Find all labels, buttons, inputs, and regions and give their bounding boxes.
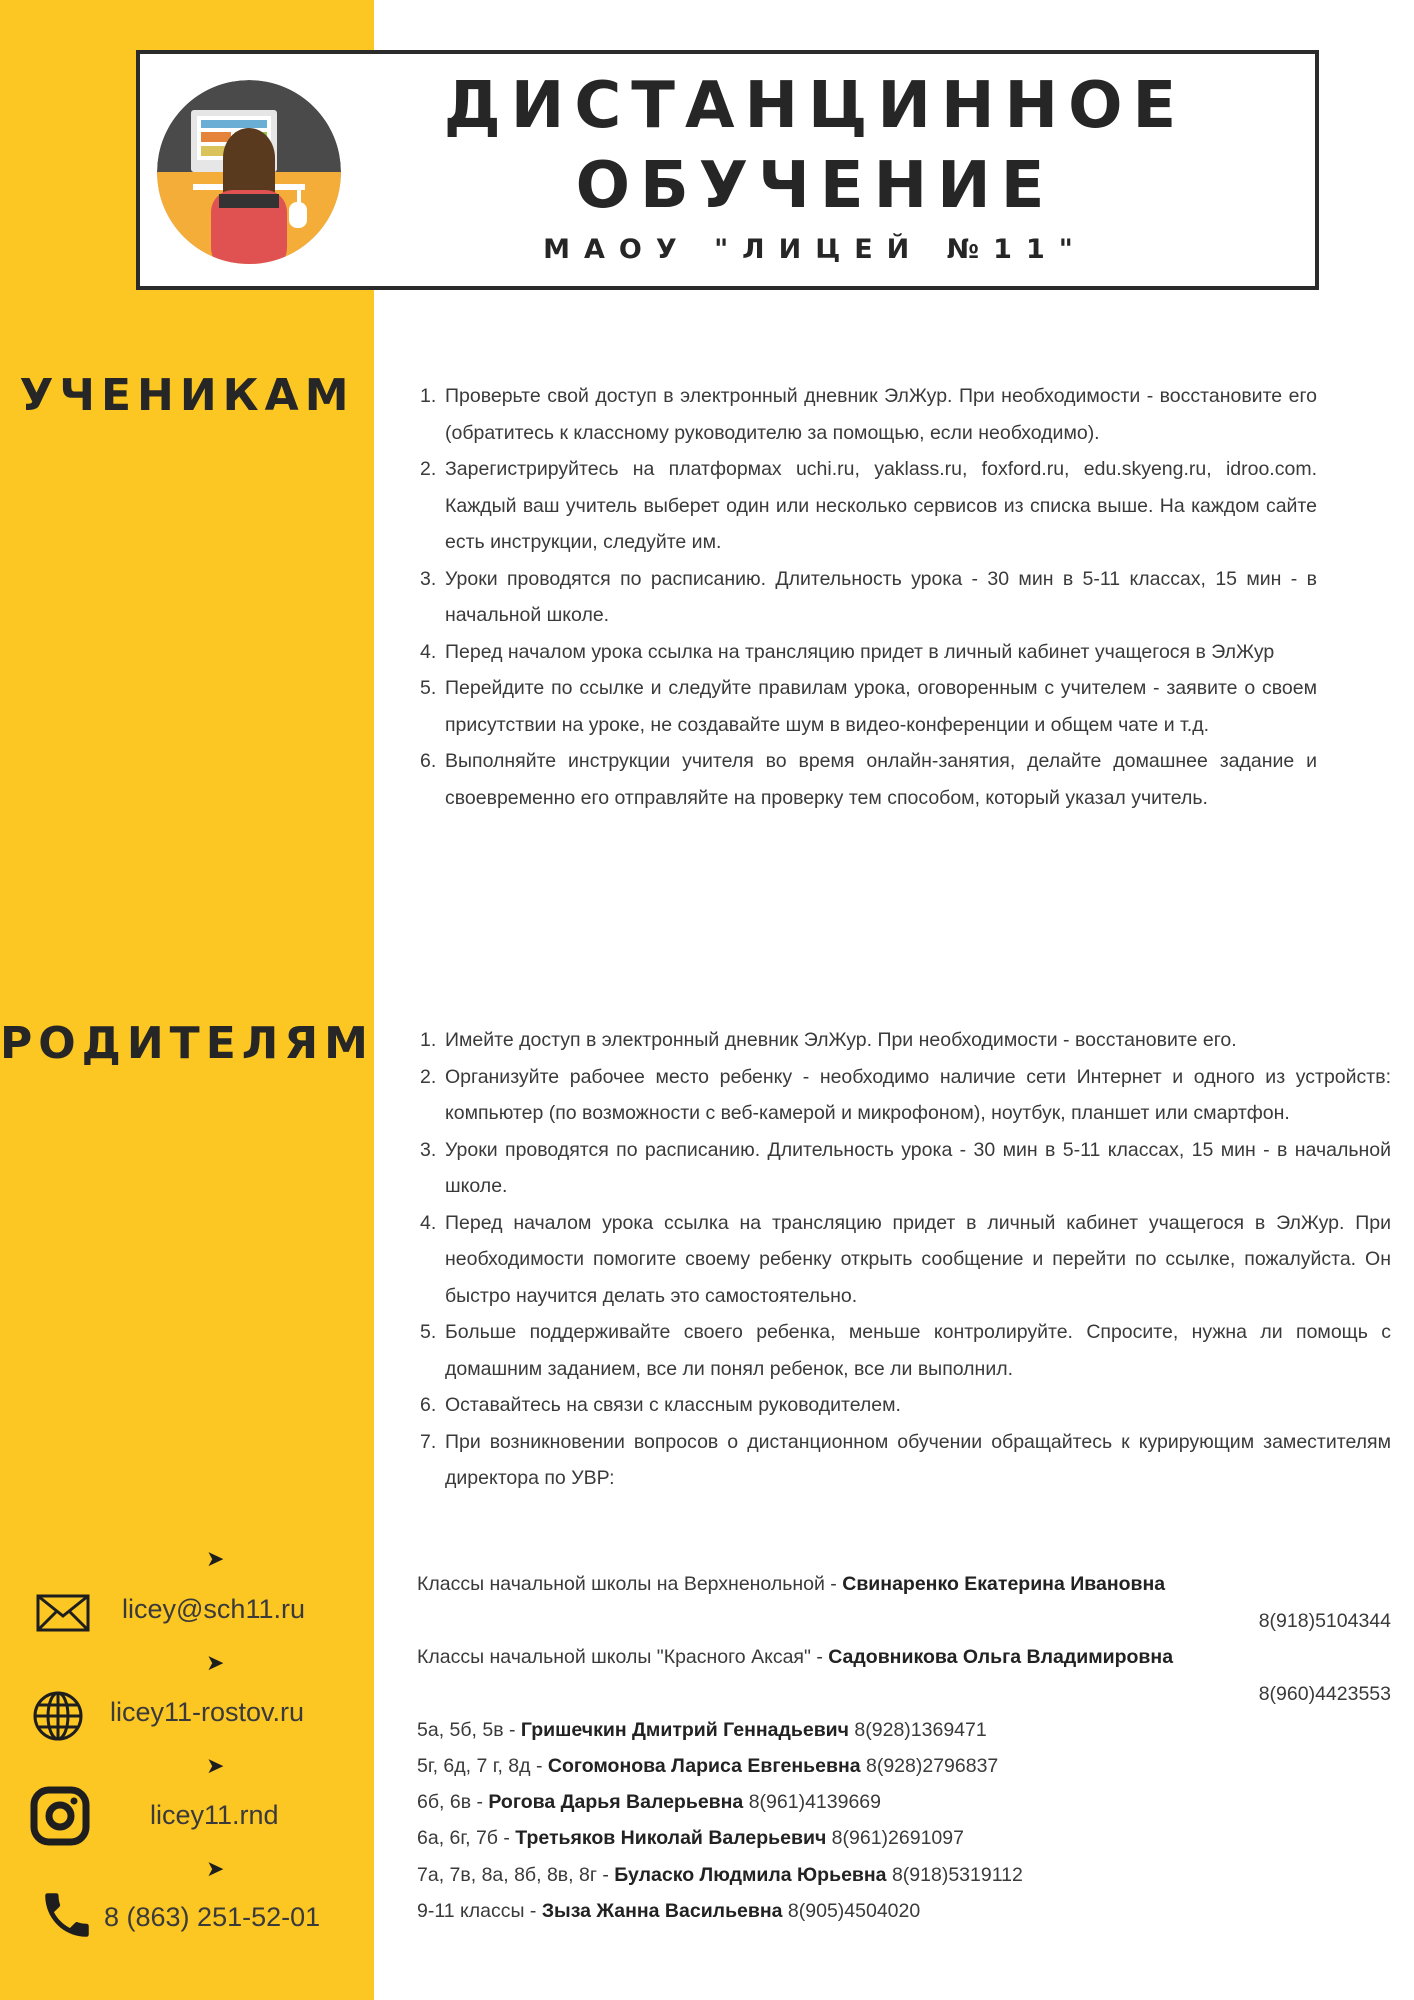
class-contact — [417, 1784, 1391, 1821]
parents-heading: РОДИТЕЛЯМ — [0, 1018, 374, 1069]
list-item — [420, 1314, 1391, 1387]
item-text: Проверьте свой доступ в электронный дневник ЭлЖур. При необходимости - восстановите его (обратитесь к классному руководителю за помощью, если необходимо). — [445, 385, 1317, 444]
primary-contact-2 — [417, 1639, 1391, 1676]
contact-classes: 6б, 6в - — [417, 1791, 489, 1813]
item-number: 4. — [420, 640, 437, 663]
item-text: Выполняйте инструкции учителя во время онлайн-занятия, делайте домашнее задание и своевременно его отправляйте на проверку тем способом, который указал учитель. — [445, 750, 1317, 809]
item-number: 6. — [420, 750, 437, 772]
arrow-icon: ➤ — [206, 1856, 225, 1881]
phone-number[interactable]: 8 (863) 251-52-01 — [104, 1902, 321, 1932]
contact-classes: 6а, 6г, 7б - — [417, 1827, 516, 1849]
title-line-1: ДИСТАНЦИННОЕ — [443, 69, 1187, 143]
students-instructions — [420, 378, 1317, 816]
item-number: 5. — [420, 677, 437, 699]
contact-name: Свинаренко Екатерина Ивановна — [842, 1573, 1166, 1595]
item-text: Перед началом урока ссылка на трансляцию придет в личный кабинет учащегося в ЭлЖур. При необходимости помогите своему ребенку открыть сообщение и перейти по ссылке, пожалуйста. Он быстро научится делать это самостоятельно. — [445, 1211, 1391, 1307]
primary-contact-1 — [417, 1566, 1391, 1603]
item-text: Уроки проводятся по расписанию. Длительность урока - 30 мин в 5-11 классах, 15 мин - в начальной школе. — [445, 567, 1317, 626]
contact-label: Классы начальной школы "Красного Аксая" - — [417, 1646, 829, 1668]
arrow-icon: ➤ — [206, 1546, 225, 1571]
contact-classes: 7а, 7в, 8а, 8б, 8в, 8г - — [417, 1864, 615, 1886]
item-text: Организуйте рабочее место ребенку - необходимо наличие сети Интернет и одного из устройств: компьютер (по возможности с веб-камерой и микрофоном), ноутбук, планшет или смартфон. — [445, 1065, 1391, 1124]
list-item — [420, 670, 1317, 743]
list-item — [420, 743, 1317, 816]
item-number: 4. — [420, 1211, 437, 1234]
item-number: 2. — [420, 1065, 437, 1088]
contact-phone: 8(905)4504020 — [782, 1900, 921, 1922]
list-item — [420, 561, 1317, 634]
parents-instructions — [420, 1022, 1391, 1497]
item-number: 5. — [420, 1321, 437, 1343]
contact-name: Буласко Людмила Юрьевна — [614, 1864, 887, 1886]
contact-name: Рогова Дарья Валерьевна — [488, 1791, 744, 1813]
item-text: Перейдите по ссылке и следуйте правилам урока, оговоренным с учителем - заявите о своем присутствии на уроке, не создавайте шум в видео-конференции и общем чате и т.д. — [445, 677, 1317, 736]
contact-phone: 8(918)5319112 — [886, 1864, 1023, 1886]
contact-phone: 8(928)2796837 — [860, 1755, 999, 1777]
website-link[interactable]: licey11-rostov.ru — [110, 1697, 305, 1727]
class-contact — [417, 1748, 1391, 1785]
contact-phone: 8(961)2691097 — [826, 1827, 964, 1849]
instagram-link[interactable]: licey11.rnd — [150, 1800, 279, 1830]
page-title — [420, 66, 1210, 226]
contact-name: Согомонова Лариса Евгеньевна — [547, 1755, 861, 1777]
contact-phone: 8(961)4139669 — [743, 1791, 881, 1813]
item-text: При возникновении вопросов о дистанционном обучении обращайтесь к курирующим заместителям директора по УВР: — [445, 1430, 1391, 1489]
list-item — [420, 1424, 1391, 1497]
item-text: Перед началом урока ссылка на трансляцию придет в личный кабинет учащегося в ЭлЖур — [445, 640, 1275, 663]
class-contact — [417, 1857, 1391, 1894]
item-text: Оставайтесь на связи с классным руководителем. — [445, 1394, 901, 1416]
contact-name: Гришечкин Дмитрий Геннадьевич — [520, 1719, 849, 1741]
item-number: 1. — [420, 1029, 437, 1051]
globe-icon — [32, 1690, 84, 1747]
class-contact — [417, 1712, 1391, 1749]
instagram-icon — [30, 1786, 90, 1851]
contact-name: Садовникова Ольга Владимировна — [828, 1646, 1174, 1668]
arrow-icon: ➤ — [206, 1650, 225, 1675]
item-text: Уроки проводятся по расписанию. Длительность урока - 30 мин в 5-11 классах, 15 мин - в начальной школе. — [445, 1138, 1391, 1197]
list-item — [420, 634, 1317, 671]
student-computer-illustration — [157, 80, 341, 264]
title-line-2: ОБУЧЕНИЕ — [575, 149, 1055, 223]
contact-name: Третьяков Николай Валерьевич — [515, 1827, 827, 1849]
item-text: Больше поддерживайте своего ребенка, меньше контролируйте. Спросите, нужна ли помощь с домашним заданием, все ли понял ребенок, все ли выполнил. — [445, 1321, 1391, 1380]
item-number: 3. — [420, 567, 437, 590]
item-number: 7. — [420, 1430, 437, 1453]
list-item — [420, 378, 1317, 451]
class-contact — [417, 1893, 1391, 1930]
primary-contact-1-phone: 8(918)5104344 — [1258, 1610, 1391, 1632]
school-name: МАОУ "ЛИЦЕЙ №11" — [543, 234, 1087, 265]
item-text: Зарегистрируйтесь на платформах uchi.ru, yaklass.ru, foxford.ru, edu.skyeng.ru, idroo.com. Каждый ваш учитель выберет один или несколько сервисов из списка выше. На каждом сайте есть инструкции, следуйте им. — [445, 458, 1317, 553]
phone-icon — [38, 1886, 96, 1949]
students-heading: УЧЕНИКАМ — [19, 370, 355, 421]
list-item — [420, 1205, 1391, 1315]
envelope-icon — [36, 1594, 90, 1637]
list-item — [420, 1132, 1391, 1205]
contact-phone: 8(928)1369471 — [849, 1719, 987, 1741]
item-number: 6. — [420, 1394, 437, 1416]
item-text: Имейте доступ в электронный дневник ЭлЖур. При необходимости - восстановите его. — [445, 1029, 1237, 1051]
contact-name: Зыза Жанна Васильевна — [541, 1900, 783, 1922]
list-item — [420, 1059, 1391, 1132]
list-item — [420, 1022, 1391, 1059]
item-number: 1. — [420, 385, 437, 407]
item-number: 3. — [420, 1138, 437, 1161]
primary-contact-2-phone: 8(960)4423553 — [1258, 1683, 1391, 1705]
list-item — [420, 451, 1317, 561]
contact-label: Классы начальной школы на Верхненольной - — [417, 1573, 843, 1595]
contact-classes: 5а, 5б, 5в - — [417, 1719, 521, 1741]
item-number: 2. — [420, 458, 437, 480]
contact-classes: 9-11 классы - — [417, 1900, 542, 1922]
email-link[interactable]: licey@sch11.ru — [122, 1594, 305, 1624]
class-contact — [417, 1820, 1391, 1857]
contact-classes: 5г, 6д, 7 г, 8д - — [417, 1755, 548, 1777]
arrow-icon: ➤ — [206, 1753, 225, 1778]
list-item — [420, 1387, 1391, 1424]
